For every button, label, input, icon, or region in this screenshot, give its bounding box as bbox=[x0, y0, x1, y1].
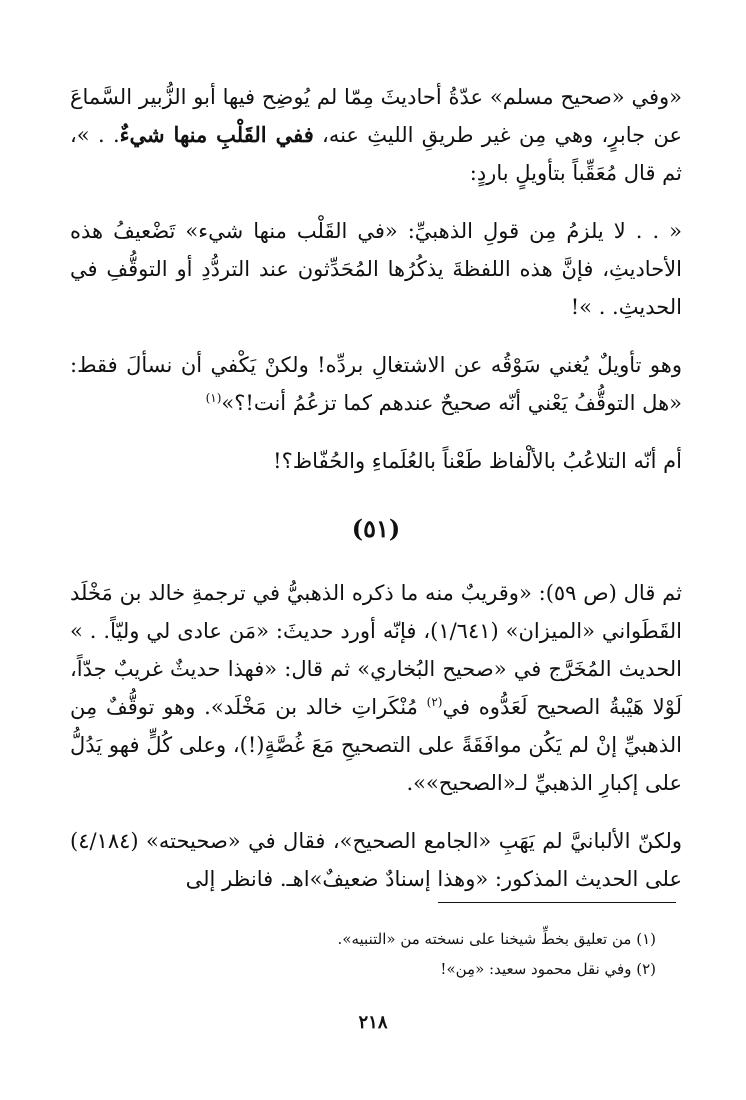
footnote-1: (١) من تعليق بخطِّ شيخنا على نسخته من «التنبيه». bbox=[337, 930, 656, 948]
paragraph-4: أم أنّه التلاعُبُ بالألْفاظ طَعْناً بالعُلَماءِ والحُفّاظ؟! bbox=[273, 449, 682, 473]
paragraph-5 bbox=[70, 574, 682, 802]
paragraph-1 bbox=[70, 78, 682, 192]
paragraph-5-text-b: مُنْكَراتِ خالد بن مَخْلَد». وهو توقُّفٌ مِن الذهبيِّ إنْ لم يَكُن موافَقَةً على التصحيحِ مَعَ غُصَّةٍ(!)، وعلى كُلٍّ فهو يَدُلُّ على إكبارِ الذهبيِّ لـ«الصحيح»». bbox=[70, 695, 682, 795]
paragraph-1-tail: . . »، ثم قال مُعَقِّباً بتأويلٍ باردٍ: bbox=[70, 123, 682, 185]
paragraph-1-text: «وفي «صحيح مسلم» عدّةُ أحاديثَ مِمّا لم يُوضِح فيها أبو الزُّبير السَّماعَ عن جابرٍ، وهي مِن غير طريقِ الليثِ عنه، bbox=[70, 85, 682, 147]
paragraph-6: ولكنّ الألبانيَّ لم يَهَبِ «الجامع الصحيح»، فقال في «صحيحته» (٤/١٨٤) على الحديث المذكور: «وهذا إسنادٌ ضعيفٌ»اهـ. فانظر إلى bbox=[70, 829, 682, 891]
footnote-divider bbox=[438, 902, 676, 903]
footnote-2: (٢) وفي نقل محمود سعيد: «مِن»! bbox=[440, 960, 656, 978]
paragraph-5-text-a: ثم قال (ص ٥٩): «وقريبٌ منه ما ذكره الذهبيُّ في ترجمةِ خالد بن مَخْلَد القَطَواني «الميزان» (١/٦٤١)، فإنّه أورد حديثَ: «مَن عادى لي وليّاً. . » الحديث المُخَرَّج في «صحيح البُخاري» ثم قال: «فهذا حديثٌ غريبٌ جدّاً، لَوْلا هَيْبةُ الصحيح لَعَدُّوه في bbox=[70, 581, 683, 719]
footnote-ref-2: (٢) bbox=[426, 695, 443, 709]
page-number: ٢١٨ bbox=[358, 1012, 388, 1033]
paragraph-2: « . . لا يلزمُ مِن قولِ الذهبيِّ: «في القَلْب منها شيء» تَضْعيفُ هذه الأحاديثِ، فإنَّ هذه اللفظةَ يذكُرُها المُحَدِّثون عند التردُّدِ أو التوقُّفِ في الحديثِ. . »! bbox=[70, 219, 682, 319]
section-heading: (٥١) bbox=[351, 514, 401, 543]
paragraph-1-bold: ففي القَلْبِ منها شيءٌ bbox=[119, 122, 314, 147]
paragraph-3 bbox=[70, 346, 682, 422]
paragraph-3-text: وهو تأويلٌ يُغني سَوْقُه عن الاشتغالِ بردِّه! ولكنْ يَكْفي أن نسألَ فقط: «هل التوقُّفُ يَعْني أنّه صحيحٌ عندهم كما تزعُمُ أنت!؟» bbox=[70, 353, 682, 415]
footnotes bbox=[70, 924, 682, 984]
page-body bbox=[70, 78, 682, 898]
footnote-ref-1: (١) bbox=[205, 391, 222, 405]
